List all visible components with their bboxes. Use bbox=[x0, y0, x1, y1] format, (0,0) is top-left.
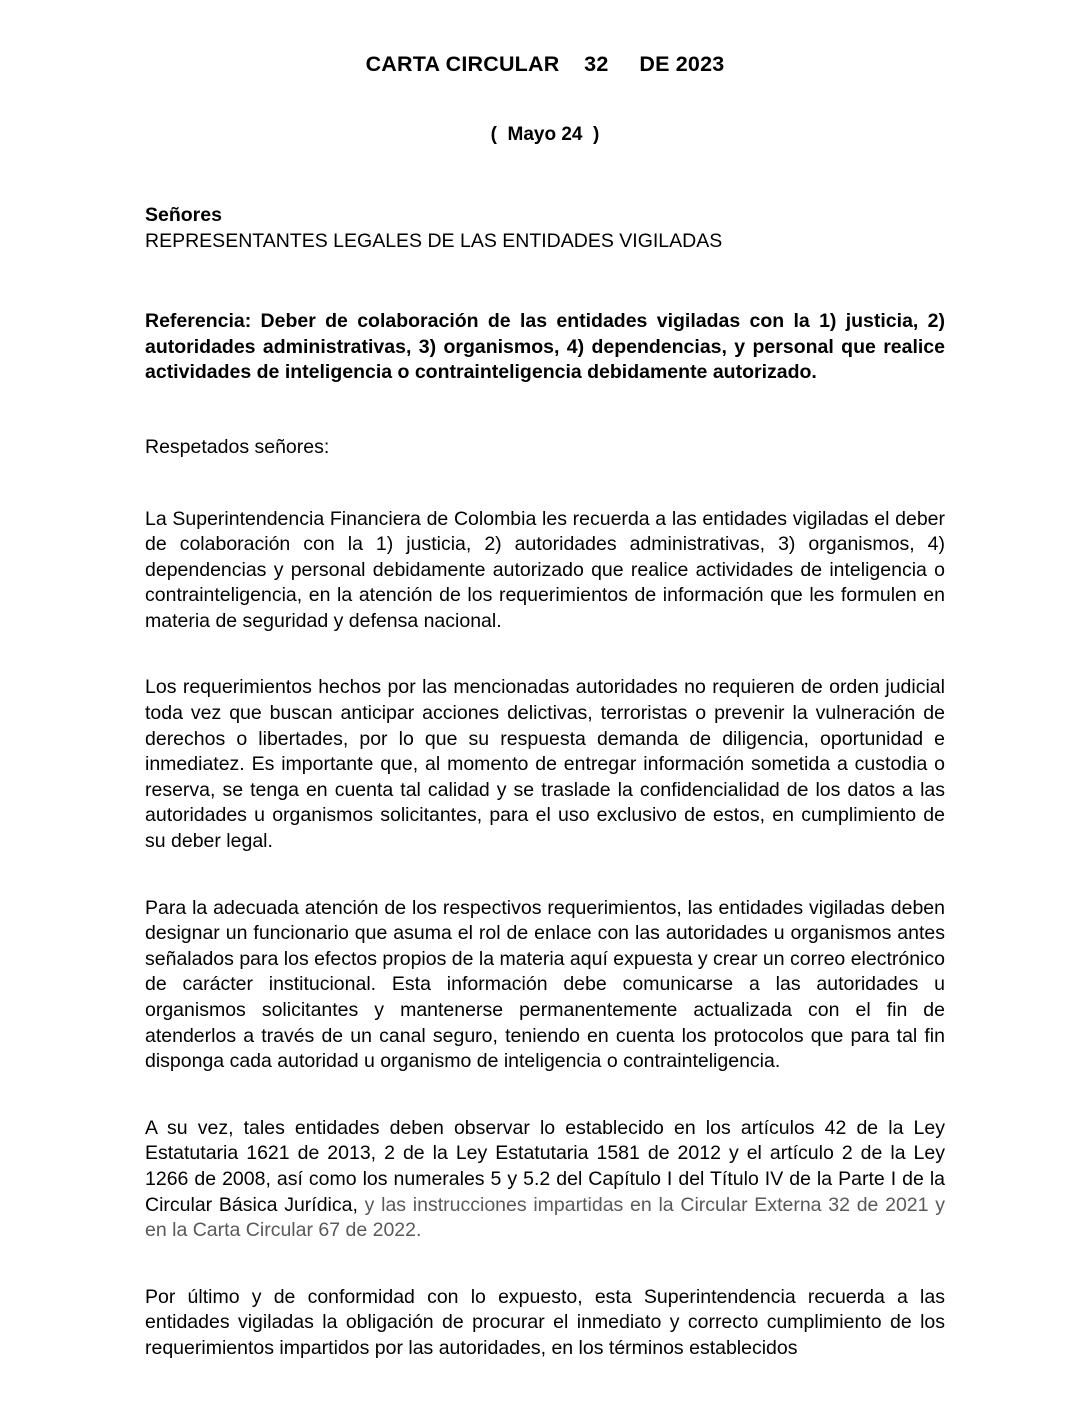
greeting-line: Respetados señores: bbox=[145, 435, 330, 458]
body-paragraph-3: Para la adecuada atención de los respectivos requerimientos, las entidades vigiladas deben designar un funcionario que asuma el rol de enlace con las autoridades u organismos antes señalados para los efectos propios de la materia aquí expuesta y crear un correo electrónico de carácter institucional. Esta información debe comunicarse a las autoridades u organismos solicitantes y mantenerse permanentemente actualizada con el fin de atenderlos a través de un canal seguro, teniendo en cuenta los protocolos que para tal fin disponga cada autoridad u organismo de inteligencia o contrainteligencia. bbox=[145, 896, 945, 1073]
document-title: CARTA CIRCULAR 32 DE 2023 bbox=[365, 52, 725, 76]
body-paragraph-5: Por último y de conformidad con lo expuesto, esta Superintendencia recuerda a las entidades vigiladas la obligación de procurar el inmediato y correcto cumplimiento de los requerimientos impartidos por las autoridades, en los términos establecidos bbox=[145, 1285, 945, 1359]
body-paragraph-4 bbox=[145, 1075, 945, 1244]
laws-reference-gray-text: y las instrucciones impartidas en la Circular Externa 32 de 2021 y en la Carta Circular 67 de 2022. bbox=[145, 1193, 945, 1242]
addressee-recipient: REPRESENTANTES LEGALES DE LAS ENTIDADES VIGILADAS bbox=[145, 230, 723, 252]
addressee-block bbox=[145, 146, 945, 255]
reference-paragraph: Referencia: Deber de colaboración de las entidades vigiladas con la 1) justicia, 2) autoridades administrativas, 3) organismos, 4) dependencias, y personal que realice actividades de inteligencia o contrainteligencia debidamente autorizado. bbox=[145, 310, 945, 383]
laws-reference-black-text: A su vez, tales entidades deben observar lo establecido en los artículos 42 de la Ley Estatutaria 1621 de 2013, 2 de la Ley Estatutaria 1581 de 2012 y el artículo 2 de la Ley 1266 de 2008, así como los numerales 5 y 5.2 del Capítulo I del Título IV de la Parte I de la Circular Básica Jurídica, bbox=[145, 1116, 945, 1216]
body-paragraph-2: Los requerimientos hechos por las mencionadas autoridades no requieren de orden judicial toda vez que buscan anticipar acciones delictivas, terroristas o prevenir la vulneración de derechos o libertades, por lo que su respuesta demanda de diligencia, oportunidad e inmediatez. Es importante que, al momento de entregar información sometida a custodia o reserva, se tenga en cuenta tal calidad y se traslade la confidencialidad de los datos a las autoridades u organismos solicitantes, para el uso exclusivo de estos, en cumplimiento de su deber legal. bbox=[145, 676, 945, 853]
addressee-salutation: Señores bbox=[145, 204, 222, 226]
body-paragraph-1: La Superintendencia Financiera de Colombia les recuerda a las entidades vigiladas el deber de colaboración con la 1) justicia, 2) autoridades administrativas, 3) organismos, 4) dependencias y personal debidamente autorizado que realice actividades de inteligencia o contrainteligencia, en la atención de los requerimientos de información que les formulen en materia de seguridad y defensa nacional. bbox=[145, 507, 945, 632]
document-content bbox=[145, 0, 945, 1362]
document-date-line: ( Mayo 24 ) bbox=[490, 124, 600, 145]
